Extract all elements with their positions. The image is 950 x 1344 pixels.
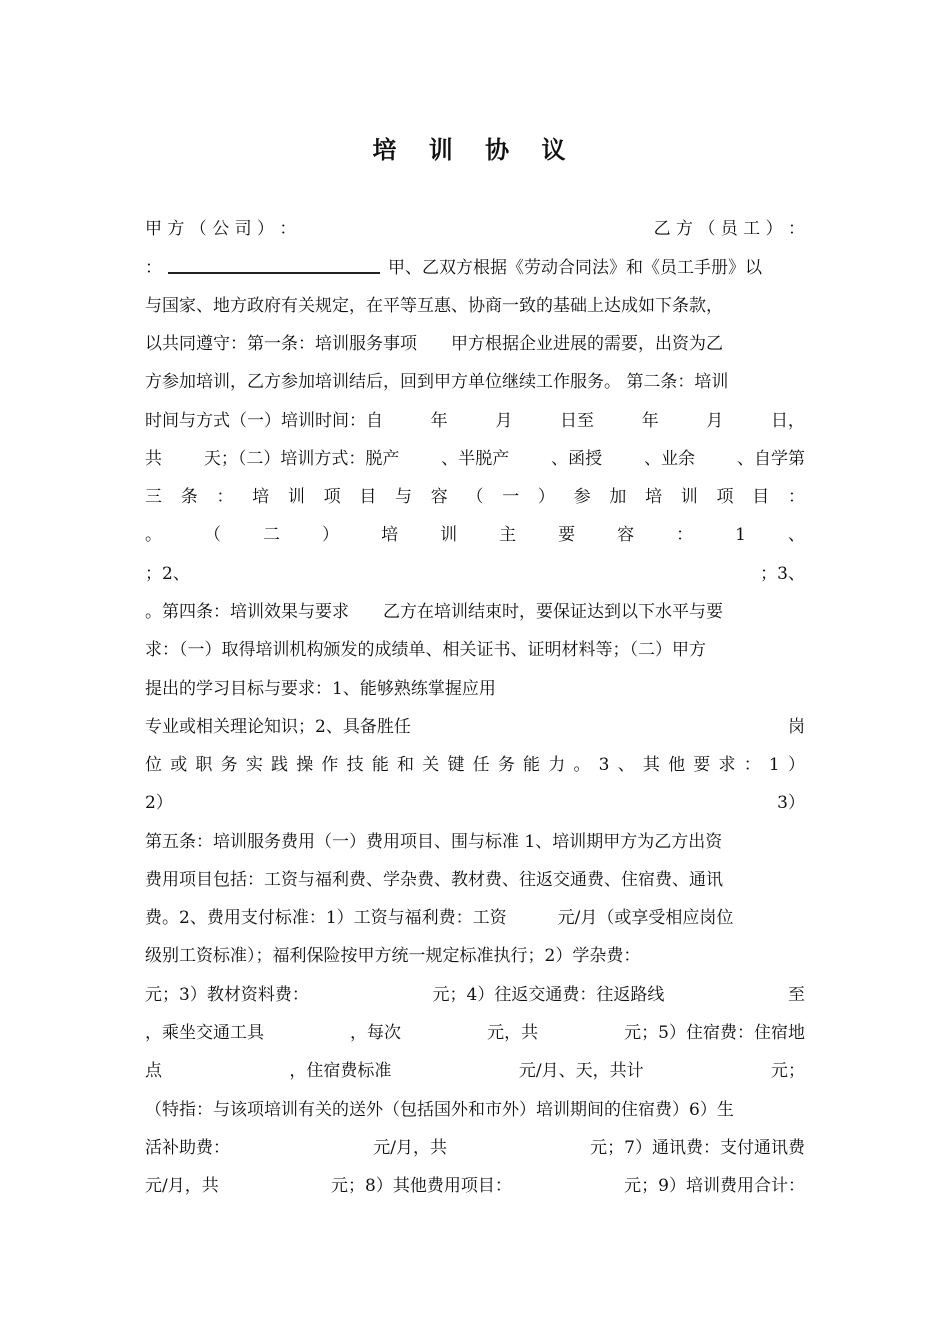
text-line-13: 提出的学习目标与要求：1、能够熟练掌握应用 (145, 679, 496, 699)
party-b-label: 乙 方 （ 员 工 ） ： (653, 219, 805, 239)
text-line-25: 活补助费： 元/月，共 元；7）通讯费：支付通讯费 (145, 1138, 805, 1158)
text-line-12: 求：（一）取得培训机构颁发的成绩单、相关证书、证明材料等；（二）甲方 (145, 640, 706, 660)
text-line-10: ；2、 ；3、 (145, 564, 805, 584)
text-line-16: 2） 3） (145, 793, 805, 813)
text-line-24: （特指：与该项培训有关的送外（包括国外和市外）培训期间的住宿费）6）生 (145, 1100, 734, 1120)
text-line-17: 第五条：培训服务费用（一）费用项目、围与标准 1、培训期甲方为乙方出资 (145, 832, 723, 852)
document-title: 培 训 协 议 (372, 135, 578, 164)
text-line-6: 时间与方式（一）培训时间：自 年 月 日至 年 月 日， (145, 411, 805, 431)
text-line-14: 专业或相关理论知识；2、具备胜任 岗 (145, 717, 805, 737)
text-line-21: 元；3）教材资料费： 元；4）往返交通费：往返路线 至 (145, 985, 805, 1005)
text-line-2: ： 甲、乙双方根据《劳动合同法》和《员工手册》以 (145, 258, 762, 278)
text-line-3: 与国家、地方政府有关规定，在平等互惠、协商一致的基础上达成如下条款， (145, 296, 723, 316)
text-line-20: 级别工资标准）；福利保险按甲方统一规定标准执行；2）学杂费： (145, 946, 641, 966)
text-line-18: 费用项目包括：工资与福利费、学杂费、教材费、往返交通费、住宿费、通讯 (145, 870, 723, 890)
party-line (145, 216, 805, 242)
text-line-19: 费。2、费用支付标准：1）工资与福利费：工资 元/月（或享受相应岗位 (145, 908, 734, 928)
text-line-23: 点 ，住宿费标准 元/月、天，共计 元； (145, 1061, 805, 1081)
text-line-22: ，乘坐交通工具 ，每次 元，共 元；5）住宿费：住宿地 (145, 1023, 805, 1043)
text-line-5: 方参加培训，乙方参加培训结后，回到甲方单位继续工作服务。 第二条：培训 (145, 372, 729, 392)
text-line-4: 以共同遵守：第一条：培训服务事项 甲方根据企业进展的需要，出资为乙 (145, 334, 723, 354)
party-a-label: 甲 方 （ 公 司 ） ： (145, 219, 297, 239)
text-line-9: 。 （ 二 ） 培 训 主 要 容 ： 1 、 (145, 525, 805, 545)
text-line-11: 。第四条：培训效果与要求 乙方在培训结束时，要保证达到以下水平与要 (145, 602, 723, 622)
text-line-7: 共 天；（二）培训方式：脱产 、半脱产 、函授 、业余 、自学第 (145, 449, 805, 469)
text-line-15: 位 或 职 务 实 践 操 作 技 能 和 关 键 任 务 能 力 。 3 、 其 他 要 求 ： 1 ） (145, 755, 805, 775)
text-line-26: 元/月，共 元；8）其他费用项目： 元；9）培训费用合计： (145, 1176, 805, 1196)
fill-blank-underline (168, 272, 380, 274)
text-line-8: 三 条 ： 培 训 项 目 与 容 （ 一 ） 参 加 培 训 项 目 ： (145, 487, 805, 507)
